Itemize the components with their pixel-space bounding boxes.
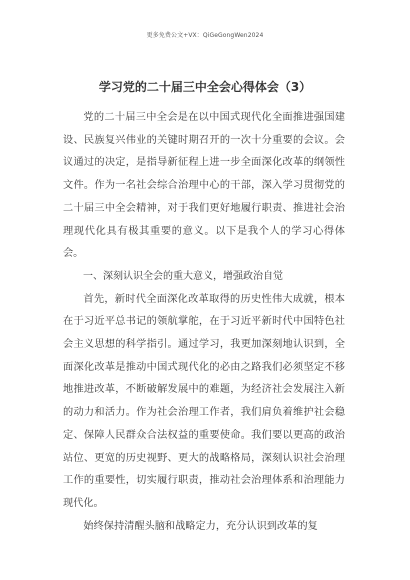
section-heading: 一、深刻认识全会的重大意义，增强政治自觉 — [83, 270, 283, 282]
document-body — [63, 107, 345, 538]
paragraph-continued: 始终保持清醒头脑和战略定力，充分认识到改革的复 — [83, 520, 318, 532]
paragraph-first: 首先，新时代全面深化改革取得的历史性伟大成就，根本在于习近平总书记的领航掌舵，在于习近平新时代中国特色社会主义思想的科学指引。通过学习，我更加深刻地认识到，全面深化改革是推动中国式现代化的必由之路我们必须坚定不移地推进改革，不断破解发展中的难题，为经济社会发展注入新的动力和活力。作为社会治理工作者，我们肩负着维护社会稳定、保障人民群众合法权益的重要使命。我们要以更高的政治站位、更宽的历史视野、更大的战略格局，深刻认识社会治理工作的重要性，切实履行职责，推动社会治理体系和治理能力现代化。 — [63, 293, 345, 509]
header-banner: 更多免费公文+VX：QiGeGongWen2024 — [146, 32, 264, 39]
paragraph-intro: 党的二十届三中全会是在以中国式现代化全面推进强国建设、民族复兴伟业的关键时期召开的一次十分重要的会议。会议通过的决定，是指导新征程上进一步全面深化改革的纲领性文件。作为一名社会综合治理中心的干部，深入学习贯彻党的二十届三中全会精神，对于我们更好地履行职责、推进社会治理现代化具有极其重要的意义。以下是我个人的学习心得体会。 — [63, 112, 345, 260]
document-title: 学习党的二十届三中全会心得体会（3） — [98, 80, 312, 94]
